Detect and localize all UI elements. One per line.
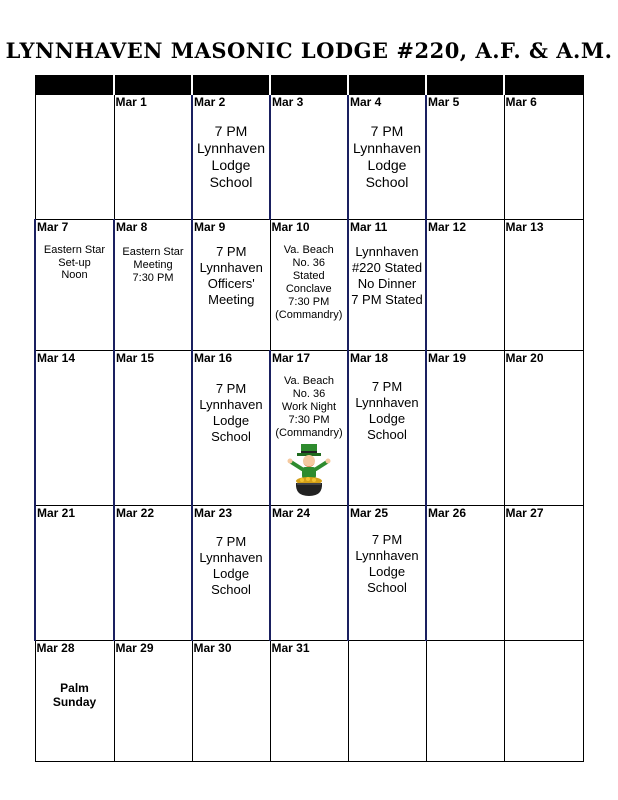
day-cell — [114, 95, 192, 220]
page-title: LYNNHAVEN MASONIC LODGE #220, A.F. & A.M. — [5, 38, 613, 63]
event-text: Lynnhaven #220 Stated No Dinner 7 PM Stated — [351, 244, 423, 307]
day-cell — [504, 95, 583, 220]
day-date: Mar 7 — [37, 220, 69, 234]
day-cell — [35, 641, 114, 762]
event-text: Eastern Star Set-up Noon — [43, 244, 106, 281]
calendar-header-bar — [35, 76, 583, 95]
header-cell — [504, 76, 583, 95]
event-text: 7 PM Lynnhaven Lodge School — [199, 534, 263, 597]
event-text: Va. Beach No. 36 Work Night 7:30 PM (Commandry) — [275, 375, 343, 439]
event-text: Palm Sunday — [52, 681, 97, 709]
day-cell-empty — [426, 641, 504, 762]
day-date: Mar 20 — [505, 351, 544, 365]
day-cell — [348, 220, 426, 351]
day-cell — [114, 506, 192, 641]
calendar-week-row — [35, 220, 583, 351]
event-text: 7 PM Lynnhaven Lodge School — [197, 123, 265, 190]
day-cell — [270, 351, 348, 506]
day-cell — [504, 506, 583, 641]
header-cell — [35, 76, 114, 95]
day-date: Mar 18 — [350, 351, 389, 365]
day-cell — [114, 220, 192, 351]
day-date: Mar 5 — [428, 95, 460, 109]
day-cell — [348, 506, 426, 641]
calendar-week-row — [35, 641, 583, 762]
day-date: Mar 27 — [505, 506, 544, 520]
day-cell — [192, 506, 270, 641]
calendar-week-row — [35, 351, 583, 506]
day-date: Mar 9 — [194, 220, 226, 234]
day-date: Mar 19 — [428, 351, 467, 365]
event-text: 7 PM Lynnhaven Officers' Meeting — [199, 244, 263, 307]
day-cell — [114, 641, 192, 762]
day-cell — [35, 220, 114, 351]
day-cell — [426, 506, 504, 641]
day-cell — [270, 506, 348, 641]
day-date: Mar 14 — [37, 351, 76, 365]
day-cell — [504, 220, 583, 351]
day-date: Mar 25 — [350, 506, 389, 520]
day-date: Mar 17 — [272, 351, 311, 365]
day-cell — [270, 220, 348, 351]
day-date: Mar 4 — [350, 95, 382, 109]
day-date: Mar 29 — [115, 641, 154, 655]
day-date: Mar 11 — [350, 220, 388, 234]
day-date: Mar 21 — [37, 506, 76, 520]
calendar-week-row — [35, 95, 583, 220]
calendar-week-row — [35, 506, 583, 641]
event-text: 7 PM Lynnhaven Lodge School — [199, 381, 263, 444]
header-cell — [426, 76, 504, 95]
day-cell — [192, 641, 270, 762]
calendar-grid — [34, 75, 584, 762]
day-date: Mar 3 — [272, 95, 304, 109]
day-date: Mar 6 — [505, 95, 537, 109]
day-date: Mar 26 — [428, 506, 467, 520]
day-cell — [426, 95, 504, 220]
event-text: Eastern Star Meeting 7:30 PM — [122, 246, 184, 284]
day-cell — [114, 351, 192, 506]
day-cell — [348, 351, 426, 506]
day-cell — [270, 95, 348, 220]
day-date: Mar 12 — [428, 220, 467, 234]
event-text: 7 PM Lynnhaven Lodge School — [355, 379, 419, 442]
header-cell — [114, 76, 192, 95]
day-cell — [192, 220, 270, 351]
day-cell — [35, 506, 114, 641]
day-cell — [348, 95, 426, 220]
day-cell — [504, 351, 583, 506]
day-cell — [270, 641, 348, 762]
event-text: 7 PM Lynnhaven Lodge School — [355, 532, 419, 595]
day-cell — [192, 351, 270, 506]
header-cell — [270, 76, 348, 95]
day-cell-empty — [35, 95, 114, 220]
day-cell — [426, 220, 504, 351]
day-date: Mar 15 — [116, 351, 155, 365]
event-text: Va. Beach No. 36 Stated Conclave 7:30 PM (Commandry) — [275, 244, 343, 321]
day-date: Mar 10 — [271, 220, 310, 234]
day-cell — [35, 351, 114, 506]
event-text: 7 PM Lynnhaven Lodge School — [353, 123, 421, 190]
day-date: Mar 22 — [116, 506, 155, 520]
day-date: Mar 16 — [194, 351, 233, 365]
day-date: Mar 23 — [194, 506, 233, 520]
day-date: Mar 30 — [193, 641, 232, 655]
day-date: Mar 1 — [115, 95, 147, 109]
leprechaun-pot-of-gold-icon — [283, 442, 335, 498]
day-cell-empty — [348, 641, 426, 762]
header-cell — [192, 76, 270, 95]
day-date: Mar 2 — [194, 95, 226, 109]
day-date: Mar 31 — [271, 641, 310, 655]
day-date: Mar 13 — [505, 220, 544, 234]
day-date: Mar 28 — [36, 641, 75, 655]
day-cell — [426, 351, 504, 506]
day-date: Mar 24 — [272, 506, 311, 520]
day-date: Mar 8 — [116, 220, 148, 234]
day-cell — [192, 95, 270, 220]
header-cell — [348, 76, 426, 95]
day-cell-empty — [504, 641, 583, 762]
